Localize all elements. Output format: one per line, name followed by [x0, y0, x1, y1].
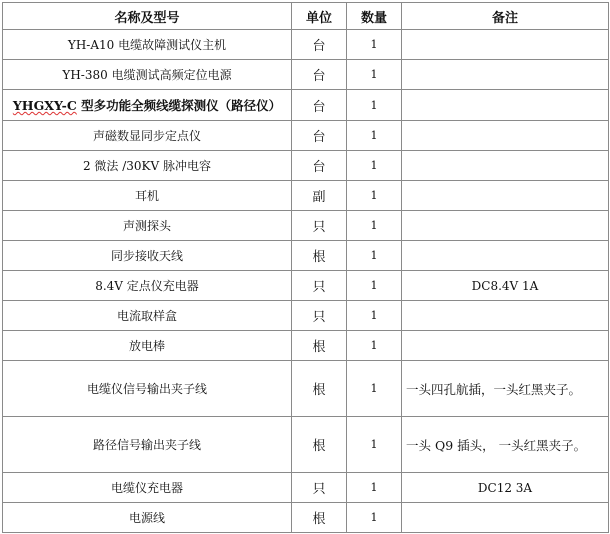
item-name: 2 微法 /30KV 脉冲电容 [3, 151, 292, 181]
table-row [3, 361, 609, 417]
item-note [402, 181, 609, 211]
header-note: 备注 [402, 3, 609, 30]
item-qty: 1 [347, 121, 402, 151]
table-row [3, 503, 609, 533]
item-name: YH-A10 电缆故障测试仪主机 [3, 30, 292, 60]
header-qty: 数量 [347, 3, 402, 30]
item-note [402, 301, 609, 331]
item-unit: 根 [292, 241, 347, 271]
item-unit: 根 [292, 417, 347, 473]
table-row [3, 473, 609, 503]
item-unit: 台 [292, 151, 347, 181]
table-header-row [3, 3, 609, 30]
item-name: 声磁数显同步定点仪 [3, 121, 292, 151]
item-qty: 1 [347, 417, 402, 473]
item-note: DC12 3A [402, 473, 609, 503]
item-unit: 只 [292, 473, 347, 503]
item-unit: 只 [292, 301, 347, 331]
item-name: YH-380 电缆测试高频定位电源 [3, 60, 292, 90]
table-row [3, 60, 609, 90]
header-name: 名称及型号 [3, 3, 292, 30]
item-note [402, 211, 609, 241]
table-row [3, 271, 609, 301]
item-name-rest: 型多功能全频线缆探测仪（路径仪） [76, 98, 282, 113]
item-name: 路径信号输出夹子线 [3, 417, 292, 473]
item-name: 电源线 [3, 503, 292, 533]
item-unit: 台 [292, 60, 347, 90]
item-unit: 只 [292, 271, 347, 301]
item-note [402, 121, 609, 151]
item-name: 放电棒 [3, 331, 292, 361]
item-name: 耳机 [3, 181, 292, 211]
item-note: 一头四孔航插，一头红黑夹子。 [402, 361, 609, 417]
item-name: 同步接收天线 [3, 241, 292, 271]
item-name: 8.4V 定点仪充电器 [3, 271, 292, 301]
table-row [3, 417, 609, 473]
item-name: 电流取样盒 [3, 301, 292, 331]
item-unit: 根 [292, 331, 347, 361]
item-model-code: YHGXY-C [12, 98, 77, 113]
item-qty: 1 [347, 361, 402, 417]
item-note [402, 30, 609, 60]
item-note: 一头 Q9 插头， 一头红黑夹子。 [402, 417, 609, 473]
item-note [402, 60, 609, 90]
item-note [402, 503, 609, 533]
equipment-list-table [2, 2, 609, 533]
item-qty: 1 [347, 90, 402, 121]
table-row [3, 151, 609, 181]
table-row [3, 301, 609, 331]
item-note [402, 151, 609, 181]
item-qty: 1 [347, 181, 402, 211]
item-qty: 1 [347, 331, 402, 361]
item-unit: 根 [292, 503, 347, 533]
table-row [3, 211, 609, 241]
table-row [3, 241, 609, 271]
item-unit: 根 [292, 361, 347, 417]
item-unit: 只 [292, 211, 347, 241]
item-unit: 台 [292, 121, 347, 151]
item-qty: 1 [347, 60, 402, 90]
item-name [3, 90, 292, 121]
table-row [3, 121, 609, 151]
item-qty: 1 [347, 473, 402, 503]
item-qty: 1 [347, 301, 402, 331]
item-qty: 1 [347, 241, 402, 271]
table-row [3, 90, 609, 121]
item-note: DC8.4V 1A [402, 271, 609, 301]
item-qty: 1 [347, 271, 402, 301]
item-qty: 1 [347, 503, 402, 533]
item-unit: 副 [292, 181, 347, 211]
table-row [3, 331, 609, 361]
item-unit: 台 [292, 30, 347, 60]
table-row [3, 181, 609, 211]
header-unit: 单位 [292, 3, 347, 30]
item-note [402, 241, 609, 271]
item-unit: 台 [292, 90, 347, 121]
item-name: 电缆仪充电器 [3, 473, 292, 503]
item-qty: 1 [347, 30, 402, 60]
item-qty: 1 [347, 151, 402, 181]
item-name: 声测探头 [3, 211, 292, 241]
item-qty: 1 [347, 211, 402, 241]
item-note [402, 90, 609, 121]
table-row [3, 30, 609, 60]
item-note [402, 331, 609, 361]
item-name: 电缆仪信号输出夹子线 [3, 361, 292, 417]
